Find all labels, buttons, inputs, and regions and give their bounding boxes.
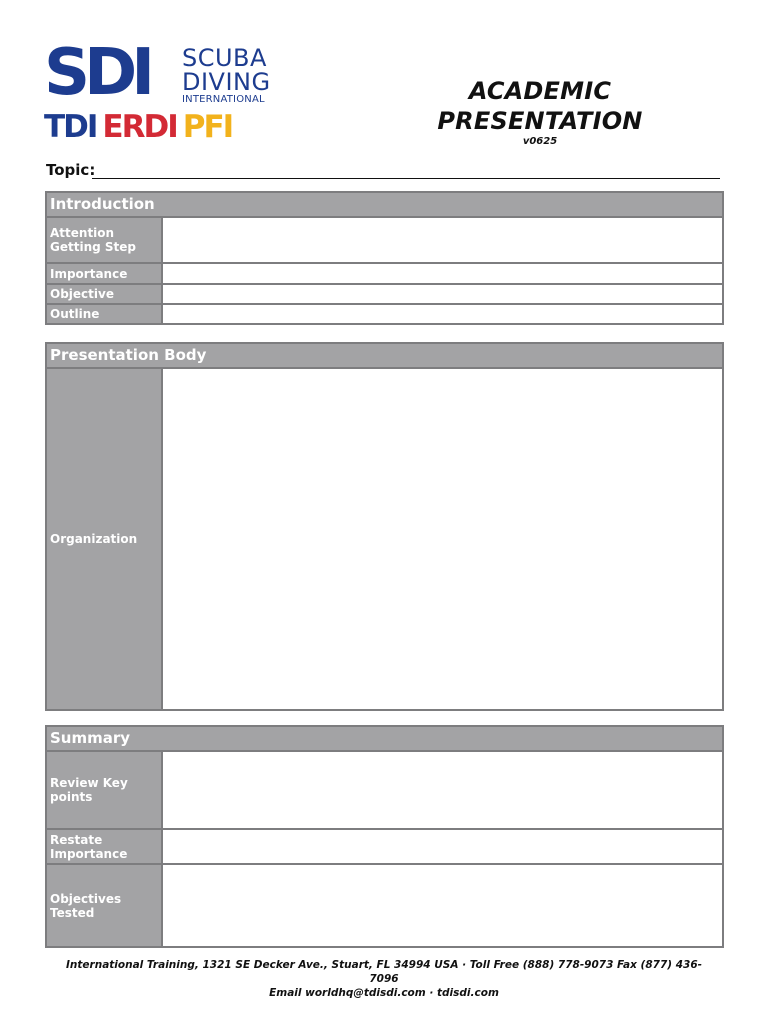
footer-contact [60,958,708,1000]
logo-word-international: INTERNATIONAL [182,94,265,105]
summary-header: Summary [47,727,722,752]
organization-field[interactable] [163,369,722,709]
document-version: v0625 [522,136,558,147]
attention-getting-step-field[interactable] [163,218,722,262]
outline-label: Outline [47,305,163,323]
organization-label: Organization [47,369,163,709]
logo-word-scuba: SCUBA [182,44,267,72]
introduction-header: Introduction [47,193,722,218]
importance-field[interactable] [163,264,722,283]
objectives-tested-field[interactable] [163,865,722,946]
summary-row-restate [47,828,722,863]
objectives-tested-label: Objectives Tested [47,865,163,946]
topic-input-line[interactable] [92,178,720,179]
outline-field[interactable] [163,305,722,323]
intro-row-objective [47,283,722,303]
body-row-organization [47,369,722,709]
attention-getting-step-label: Attention Getting Step [47,218,163,262]
summary-section [45,725,724,948]
summary-row-objectives-tested [47,863,722,946]
intro-row-importance [47,262,722,283]
objective-field[interactable] [163,285,722,303]
erdi-logo: ERDI [102,109,177,145]
summary-row-review [47,752,722,828]
footer-address: International Training, 1321 SE Decker Ave., Stuart, FL 34994 USA · Toll Free (888) 778-9073 Fax (877) 436-7096 [66,959,702,985]
logo-word-diving: DIVING [182,68,271,96]
introduction-section [45,191,724,325]
footer-email: Email worldhq@tdisdi.com · tdisdi.com [269,987,499,999]
brand-logo [44,36,276,145]
intro-row-outline [47,303,722,323]
intro-row-attention [47,218,722,262]
topic-label: Topic: [46,161,96,179]
document-header [380,76,700,148]
agency-brands [44,110,232,144]
sdi-logo-wordmark [182,46,276,106]
importance-label: Importance [47,264,163,283]
review-key-points-label: Review Key points [47,752,163,828]
presentation-body-section [45,342,724,711]
review-key-points-field[interactable] [163,752,722,828]
topic-field-row [46,160,722,180]
objective-label: Objective [47,285,163,303]
pfi-logo: PFI [182,109,233,145]
presentation-body-header: Presentation Body [47,344,722,369]
document-title: ACADEMIC PRESENTATION [437,77,643,135]
tdi-logo: TDI [44,109,97,145]
restate-importance-label: Restate Importance [47,830,163,863]
sdi-logo-mark: SDI [44,36,150,110]
restate-importance-field[interactable] [163,830,722,863]
